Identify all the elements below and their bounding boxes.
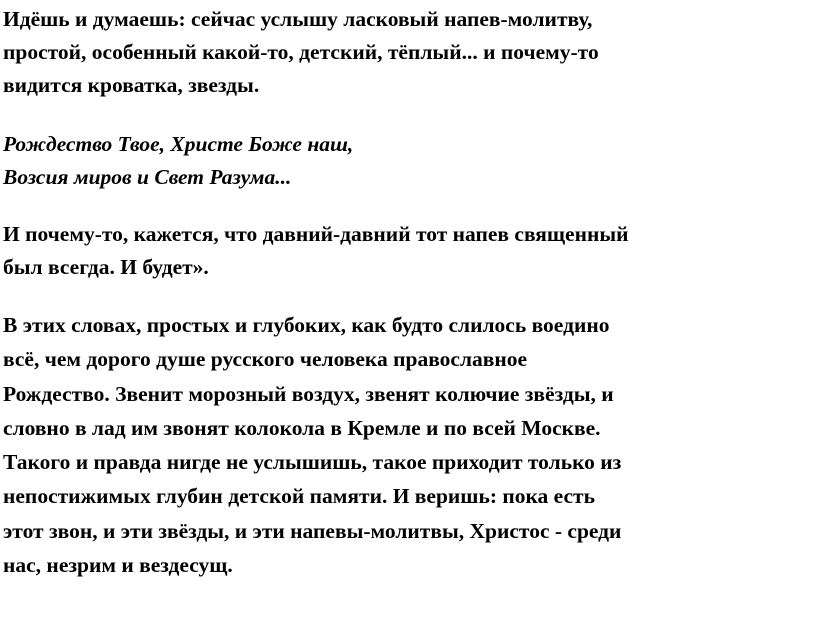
text-line: Рождество. Звенит морозный воздух, звенят колючие звёзды, и — [3, 381, 614, 406]
text-line: Идёшь и думаешь: сейчас услышу ласковый напев-молитву, — [3, 7, 593, 31]
verse-line: Рождество Твое, Христе Боже наш, — [3, 132, 354, 156]
text-line: непостижимых глубин детской памяти. И веришь: пока есть — [3, 484, 595, 509]
text-line: И почему-то, кажется, что давний-давний тот напев священный — [3, 222, 629, 246]
text-line: всё, чем дорого душе русского человека православное — [3, 347, 528, 372]
paragraph-intro — [3, 3, 599, 102]
text-line: нас, незрим и вездесущ. — [3, 553, 233, 578]
verse-line: Возсия миров и Свет Разума... — [3, 165, 292, 189]
verse-quote — [3, 128, 353, 194]
paragraph-chant — [3, 218, 629, 284]
text-line: этот звон, и эти звёзды, и эти напевы-молитвы, Христос - среди — [3, 518, 622, 543]
text-line: видится кроватка, звезды. — [3, 73, 260, 97]
text-line: В этих словах, простых и глубоких, как будто слилось воедино — [3, 313, 610, 337]
text-line: Такого и правда нигде не услышишь, такое приходит только из — [3, 450, 622, 475]
text-line: словно в лад им звонят колокола в Кремле и по всей Москве. — [3, 415, 601, 440]
text-line: простой, особенный какой-то, детский, тёплый... и почему-то — [3, 40, 599, 64]
text-line: был всегда. И будет». — [3, 255, 209, 279]
paragraph-christmas — [3, 308, 621, 582]
